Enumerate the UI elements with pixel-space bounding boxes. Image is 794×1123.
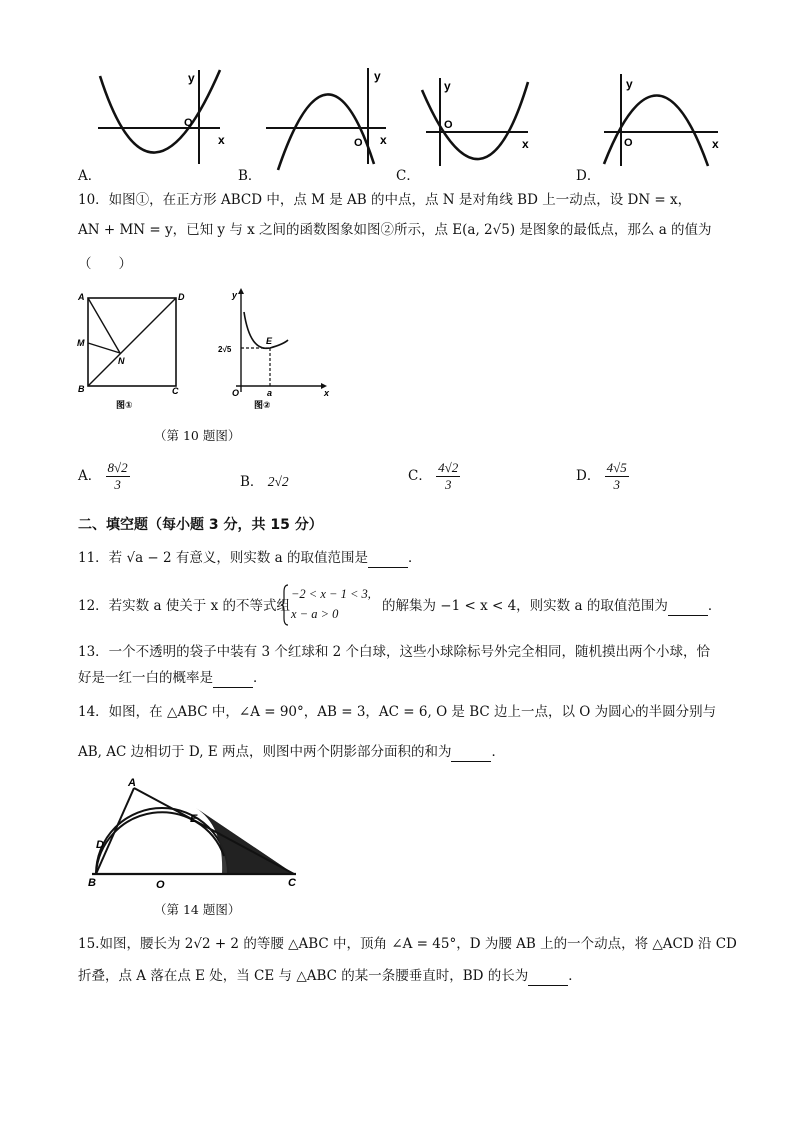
q10-choice-a-frac	[106, 460, 130, 493]
q10-choice-c-den: 3	[444, 477, 452, 492]
q10-choice-d-num: 4√5	[606, 460, 627, 475]
section-heading: 二、填空题（每小题 3 分，共 15 分）	[78, 517, 323, 533]
q9-label-a: A．	[78, 168, 102, 184]
q10-choice-a-den: 3	[114, 477, 121, 492]
q14-line1: 14．如图，在 △ABC 中，∠A = 90°，AB = 3，AC = 6, O 是 BC 边上一点，以 O 为圆心的半圆分别与	[78, 704, 717, 720]
q13-text: 好是一红一白的概率是	[78, 670, 213, 686]
q14-point-o: O	[156, 879, 165, 891]
q14-point-b: B	[88, 877, 96, 889]
graph-d-o: O	[624, 137, 633, 149]
q10-choice-b-text: 2√2	[267, 474, 289, 489]
q10-fig1	[77, 292, 185, 410]
graph-b-o: O	[354, 137, 363, 149]
q11-blank[interactable]	[368, 553, 408, 568]
graph-a	[98, 70, 225, 164]
fig1-point-c: C	[172, 386, 179, 396]
fig1-point-m: M	[77, 338, 85, 348]
q12-sys2: x − a > 0	[291, 607, 339, 621]
q10-fig2	[218, 288, 330, 410]
fig1-point-d: D	[178, 292, 185, 302]
fig2-val: 2√5	[218, 345, 232, 354]
q14-caption: （第 14 题图）	[154, 902, 241, 917]
fig2-label: 图②	[254, 400, 271, 410]
q10-caption: （第 10 题图）	[154, 428, 241, 443]
q14-figure	[84, 776, 306, 891]
fig2-a: a	[267, 388, 273, 398]
graph-a-o: O	[184, 117, 193, 129]
q13-line2	[78, 668, 267, 688]
q11-text: 11．若 √a − 2 有意义，则实数 a 的取值范围是	[78, 550, 369, 566]
q10-choice-d-frac	[605, 460, 629, 493]
graph-b	[266, 68, 387, 170]
fig2-x: x	[324, 388, 330, 398]
q12-text: 12．若实数 a 使关于 x 的不等式组	[78, 598, 291, 614]
q10-choice-a-label: A．	[78, 468, 102, 484]
graph-b-x: x	[380, 133, 387, 147]
q10-choice-a-num: 8√2	[107, 460, 128, 475]
fig1-point-n: N	[118, 356, 125, 366]
graph-d	[604, 74, 719, 166]
q10-choice-c	[408, 460, 460, 493]
q12	[78, 596, 290, 616]
q10-choice-b-label: B．	[240, 474, 264, 490]
q10-paren: （ ）	[78, 256, 132, 272]
q15-end: ．	[568, 968, 582, 984]
q10-line1: 10．如图①，在正方形 ABCD 中，点 M 是 AB 的中点，点 N 是对角线 BD 上一动点，设 DN = x，	[78, 192, 692, 208]
graph-c-o: O	[444, 119, 453, 131]
graph-a-y: y	[188, 71, 195, 85]
q10-figures	[76, 288, 336, 413]
q10-choice-c-num: 4√2	[438, 460, 459, 475]
q14-point-e: E	[190, 813, 198, 825]
q9-label-d: D．	[576, 168, 601, 184]
q14-line2	[78, 742, 505, 762]
q14-text: AB, AC 边相切于 D, E 两点，则图中两个阴影部分面积的和为	[78, 744, 452, 760]
q10-choice-b	[240, 470, 289, 490]
q10-choice-d-label: D．	[576, 468, 601, 484]
q10-choice-c-label: C．	[408, 468, 432, 484]
fig2-o: O	[232, 388, 240, 398]
q12-rest	[382, 596, 721, 616]
q10-figures-svg	[76, 288, 336, 413]
fig1-point-a: A	[78, 292, 85, 302]
q15-blank[interactable]	[528, 971, 568, 986]
fig2-e: E	[266, 336, 273, 346]
q11-end: ．	[408, 550, 422, 566]
q12-after: 的解集为 −1 < x < 4，则实数 a 的取值范围为	[382, 598, 668, 614]
q15-text: 折叠，点 A 落在点 E 处，当 CE 与 △ABC 的某一条腰垂直时，BD 的长为	[78, 968, 529, 984]
q12-end: ．	[707, 598, 722, 614]
q12-system	[291, 584, 371, 624]
q13-line1: 13．一个不透明的袋子中装有 3 个红球和 2 个白球，这些小球除标号外完全相同，随机摸出两个小球，恰	[78, 644, 711, 660]
fig1-label: 图①	[116, 400, 133, 410]
q14-point-d: D	[96, 839, 104, 851]
q12-brace-svg	[281, 584, 289, 626]
q10-choice-c-frac	[436, 460, 460, 493]
graph-b-y: y	[374, 69, 381, 83]
graph-d-y: y	[626, 77, 633, 91]
q10-line2: AN + MN = y，已知 y 与 x 之间的函数图象如图②所示，点 E(a, 2√5) 是图象的最低点，那么 a 的值为	[78, 222, 712, 238]
graph-c-x: x	[522, 137, 529, 151]
q12-blank[interactable]	[668, 601, 708, 616]
graph-a-x: x	[218, 133, 225, 147]
q10-choice-d	[576, 460, 629, 493]
q12-brace	[281, 584, 289, 626]
q14-point-c: C	[288, 877, 296, 889]
q15-line1: 15.如图，腰长为 2√2 + 2 的等腰 △ABC 中，顶角 ∠A = 45°，D 为腰 AB 上的一个动点，将 △ACD 沿 CD	[78, 936, 737, 952]
q10-choice-a	[78, 460, 130, 493]
fig2-y: y	[232, 290, 238, 300]
q14-figure-svg	[84, 776, 306, 891]
graph-c-y: y	[444, 79, 451, 93]
q14-blank[interactable]	[451, 747, 491, 762]
fig1-point-b: B	[78, 384, 85, 394]
q11	[78, 548, 422, 568]
graph-c	[422, 78, 529, 166]
q14-end: ．	[491, 744, 505, 760]
q13-end: ．	[253, 670, 267, 686]
q15-line2	[78, 966, 582, 986]
q13-blank[interactable]	[213, 673, 253, 688]
graph-d-x: x	[712, 137, 719, 151]
q10-choice-d-den: 3	[613, 477, 620, 492]
q14-point-a: A	[128, 777, 136, 789]
q9-label-c: C．	[396, 168, 420, 184]
q12-sys1: −2 < x − 1 < 3,	[291, 587, 371, 601]
q9-label-b: B．	[238, 168, 262, 184]
